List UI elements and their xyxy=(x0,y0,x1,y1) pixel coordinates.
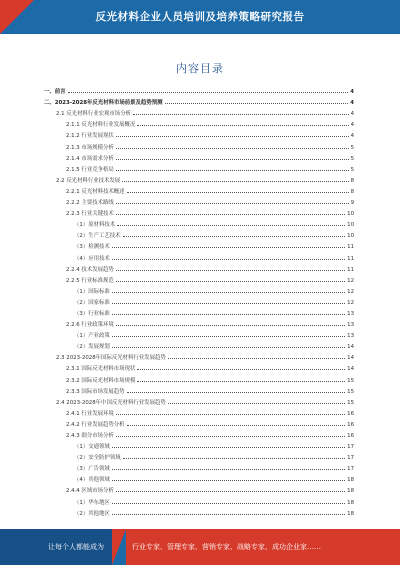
toc-page-number: 15 xyxy=(347,388,354,395)
toc-leader-dots xyxy=(168,358,345,359)
toc-page-number: 5 xyxy=(350,155,354,162)
toc-page-number: 17 xyxy=(347,466,354,473)
toc-leader-dots xyxy=(112,347,345,348)
toc-entry-text: 2.4.4 区域市场分析 xyxy=(66,488,114,495)
toc-page-number: 16 xyxy=(347,433,354,439)
toc-entry[interactable] xyxy=(44,262,354,273)
toc-entry[interactable] xyxy=(44,461,354,472)
toc-entry-text: 2.2.1 反光材料技术概述 xyxy=(66,188,125,195)
toc-leader-dots xyxy=(112,447,345,448)
toc-entry[interactable] xyxy=(44,84,354,95)
toc-leader-dots xyxy=(116,414,345,415)
toc-page-number: 11 xyxy=(347,255,354,262)
toc-entry[interactable] xyxy=(44,195,354,206)
toc-leader-dots xyxy=(116,325,345,326)
toc-entry[interactable] xyxy=(44,228,354,239)
toc-entry-text: （4）应用技术 xyxy=(74,255,110,262)
toc-leader-dots xyxy=(127,192,349,193)
toc-entry-text: 2.1 反光材料行业宏观市场分析 xyxy=(56,111,131,118)
toc-entry-text: （2）发展规划 xyxy=(74,344,110,351)
toc-leader-dots xyxy=(112,314,345,315)
toc-page-number: 8 xyxy=(350,177,354,184)
toc-leader-dots xyxy=(116,270,345,271)
toc-entry[interactable] xyxy=(44,217,354,228)
toc-leader-dots xyxy=(116,214,345,215)
toc-entry[interactable] xyxy=(44,317,354,328)
toc-entry-text: 2.1.2 行业发展现状 xyxy=(66,133,114,140)
toc-entry[interactable] xyxy=(44,361,354,372)
toc-leader-dots xyxy=(112,514,345,515)
toc-leader-dots xyxy=(137,125,348,126)
toc-entry[interactable] xyxy=(44,472,354,483)
toc-leader-dots xyxy=(123,458,346,459)
toc-entry[interactable] xyxy=(44,206,354,217)
toc-page-number: 4 xyxy=(350,89,354,96)
toc-entry[interactable] xyxy=(44,184,354,195)
toc-entry[interactable] xyxy=(44,106,354,117)
toc-leader-dots xyxy=(112,469,345,470)
toc-entry[interactable] xyxy=(44,139,354,150)
toc-entry[interactable] xyxy=(44,306,354,317)
toc-entry[interactable] xyxy=(44,506,354,517)
toc-entry-text: 2.3 2023-2028年国际反光材料行业发展趋势 xyxy=(56,355,166,362)
toc-entry[interactable] xyxy=(44,339,354,350)
toc-entry-text: （1）产业政策 xyxy=(74,333,110,340)
toc-page-number: 10 xyxy=(347,211,354,218)
toc-page-number: 4 xyxy=(350,111,354,118)
toc-page-number: 14 xyxy=(347,366,354,373)
toc-entry-text: （3）检测技术 xyxy=(74,244,110,251)
toc-page-number: 4 xyxy=(350,133,354,140)
toc-entry-text: 2.2.4 技术发展趋势 xyxy=(66,266,114,273)
toc-leader-dots xyxy=(116,203,349,204)
toc-leader-dots xyxy=(112,503,345,504)
toc-page-number: 15 xyxy=(347,399,354,406)
toc-entry[interactable] xyxy=(44,273,354,284)
toc-leader-dots xyxy=(116,436,345,437)
toc-entry-text: （1）原材料技术 xyxy=(74,222,116,229)
toc-entry-text: 2.1.4 市场需求分析 xyxy=(66,155,114,162)
toc-entry-text: 2.2 反光材料行业技术发展 xyxy=(56,177,121,184)
toc-entry[interactable] xyxy=(44,350,354,361)
toc-entry[interactable] xyxy=(44,295,354,306)
toc-leader-dots xyxy=(117,225,345,226)
toc-entry-text: 2.1.1 反光材料行业发展概况 xyxy=(66,122,136,129)
toc-entry-text: 2.2.2 主要技术路线 xyxy=(66,200,114,207)
toc-entry-text: 一、前言 xyxy=(44,89,66,96)
report-footer xyxy=(0,529,400,565)
toc-page-number: 18 xyxy=(347,499,354,506)
toc-page-number: 5 xyxy=(350,144,354,151)
toc-page-number: 14 xyxy=(347,344,354,351)
toc-entry[interactable] xyxy=(44,428,354,439)
toc-entry-text: （2）国家标准 xyxy=(74,299,110,306)
toc-page-number: 8 xyxy=(350,188,354,195)
toc-entry[interactable] xyxy=(44,128,354,139)
toc-page-number: 13 xyxy=(347,333,354,340)
toc-page-number: 4 xyxy=(350,100,354,107)
toc-entry[interactable] xyxy=(44,395,354,406)
toc-entry-text: 2.4.2 行业发展趋势分析 xyxy=(66,421,125,428)
toc-leader-dots xyxy=(112,336,345,337)
toc-entry[interactable] xyxy=(44,417,354,428)
toc-leader-dots xyxy=(137,381,345,382)
toc-leader-dots xyxy=(112,292,345,293)
toc-entry[interactable] xyxy=(44,328,354,339)
toc-page-number: 10 xyxy=(347,233,354,240)
toc-entry-text: 2.2.3 行业关键技术 xyxy=(66,211,114,218)
toc-entry[interactable] xyxy=(44,239,354,250)
toc-page-number: 18 xyxy=(347,488,354,495)
toc-entry[interactable] xyxy=(44,372,354,383)
toc-leader-dots xyxy=(112,480,345,481)
toc-page-number: 12 xyxy=(347,277,354,284)
toc-page-number: 16 xyxy=(347,421,354,428)
toc-entry[interactable] xyxy=(44,284,354,295)
toc-leader-dots xyxy=(116,148,349,149)
toc-entry-text: 2.4.1 行业发展环境 xyxy=(66,410,114,417)
toc-leader-dots xyxy=(168,403,345,404)
toc-entry-text: （2）安全防护领域 xyxy=(74,455,121,462)
toc-leader-dots xyxy=(116,170,349,171)
toc-entry-text: 2.4.3 细分市场分析 xyxy=(66,433,114,439)
toc-leader-dots xyxy=(127,392,346,393)
toc-entry-text: （2）其他地区 xyxy=(74,510,110,517)
toc-page-number: 17 xyxy=(347,444,354,451)
report-header xyxy=(0,0,400,34)
toc-leader-dots xyxy=(137,369,345,370)
toc-leader-dots xyxy=(122,181,348,182)
toc-entry[interactable] xyxy=(44,384,354,395)
toc-page-number: 13 xyxy=(347,310,354,317)
toc-entry-text: （4）其他领域 xyxy=(74,477,110,484)
toc-page-number: 12 xyxy=(347,299,354,306)
toc-entry[interactable] xyxy=(44,483,354,494)
toc-leader-dots xyxy=(133,114,349,115)
toc-leader-dots xyxy=(165,103,349,104)
footer-red-wedge xyxy=(112,529,126,565)
report-title: 反光材料企业人员培训及培养策略研究报告 xyxy=(95,11,305,23)
toc-entry[interactable] xyxy=(44,117,354,128)
toc-entry-text: （3）广告领域 xyxy=(74,466,110,473)
table-of-contents xyxy=(44,84,354,517)
toc-entry-text: 二、2023-2028年反光材料市场前景及趋势预测 xyxy=(44,100,163,107)
toc-entry[interactable] xyxy=(44,494,354,505)
toc-leader-dots xyxy=(123,236,346,237)
toc-leader-dots xyxy=(116,136,349,137)
toc-entry-text: 2.2.6 行业政策环境 xyxy=(66,322,114,329)
toc-page-number: 18 xyxy=(347,510,354,517)
toc-page-number: 18 xyxy=(347,477,354,484)
toc-page-number: 14 xyxy=(347,355,354,362)
toc-entry-text: 2.1.5 行业竞争格局 xyxy=(66,166,114,173)
toc-page-number: 13 xyxy=(347,322,354,329)
toc-page-number: 4 xyxy=(350,122,354,129)
toc-entry[interactable] xyxy=(44,173,354,184)
toc-entry[interactable] xyxy=(44,450,354,461)
toc-entry-text: 2.3.3 国际市场发展趋势 xyxy=(66,388,125,395)
toc-entry-text: 2.4 2023-2028年中国反光材料行业发展趋势 xyxy=(56,399,166,406)
toc-entry-text: 2.3.1 国际反光材料市场现状 xyxy=(66,366,136,373)
toc-entry-text: （1）国际标准 xyxy=(74,288,110,295)
toc-leader-dots xyxy=(68,92,349,93)
toc-leader-dots xyxy=(112,247,345,248)
toc-leader-dots xyxy=(116,159,349,160)
toc-entry-text: （1）交通领域 xyxy=(74,444,110,451)
toc-page-number: 10 xyxy=(347,222,354,229)
toc-page-number: 5 xyxy=(350,166,354,173)
toc-entry-text: 2.3.2 国际反光材料市场规模 xyxy=(66,377,136,384)
footer-slogan-right: 行业专家、管理专家、营销专家、战略专家、成功企业家…… xyxy=(132,543,321,551)
toc-leader-dots xyxy=(127,425,346,426)
toc-entry[interactable] xyxy=(44,250,354,261)
toc-entry[interactable] xyxy=(44,406,354,417)
toc-heading: 内容目录 xyxy=(176,62,224,75)
toc-page-number: 15 xyxy=(347,377,354,384)
toc-page-number: 16 xyxy=(347,410,354,417)
toc-entry[interactable] xyxy=(44,162,354,173)
toc-entry-text: 2.1.3 市场规模分析 xyxy=(66,144,114,151)
toc-entry[interactable] xyxy=(44,439,354,450)
toc-page-number: 9 xyxy=(350,200,354,207)
toc-entry[interactable] xyxy=(44,95,354,106)
toc-page-number: 17 xyxy=(347,455,354,462)
toc-entry-text: （2）生产工艺技术 xyxy=(74,233,121,240)
toc-leader-dots xyxy=(112,259,345,260)
toc-entry-text: （1）华东地区 xyxy=(74,499,110,506)
toc-entry-text: 2.2.5 行业标准规范 xyxy=(66,277,114,284)
toc-leader-dots xyxy=(116,491,345,492)
footer-slogan-left: 让每个人都能成为 xyxy=(48,543,104,551)
toc-page-number: 11 xyxy=(347,266,354,273)
toc-entry[interactable] xyxy=(44,151,354,162)
toc-entry-text: （3）行业标准 xyxy=(74,310,110,317)
toc-leader-dots xyxy=(116,281,345,282)
toc-leader-dots xyxy=(112,303,345,304)
toc-page-number: 11 xyxy=(347,244,354,251)
toc-page-number: 12 xyxy=(347,288,354,295)
